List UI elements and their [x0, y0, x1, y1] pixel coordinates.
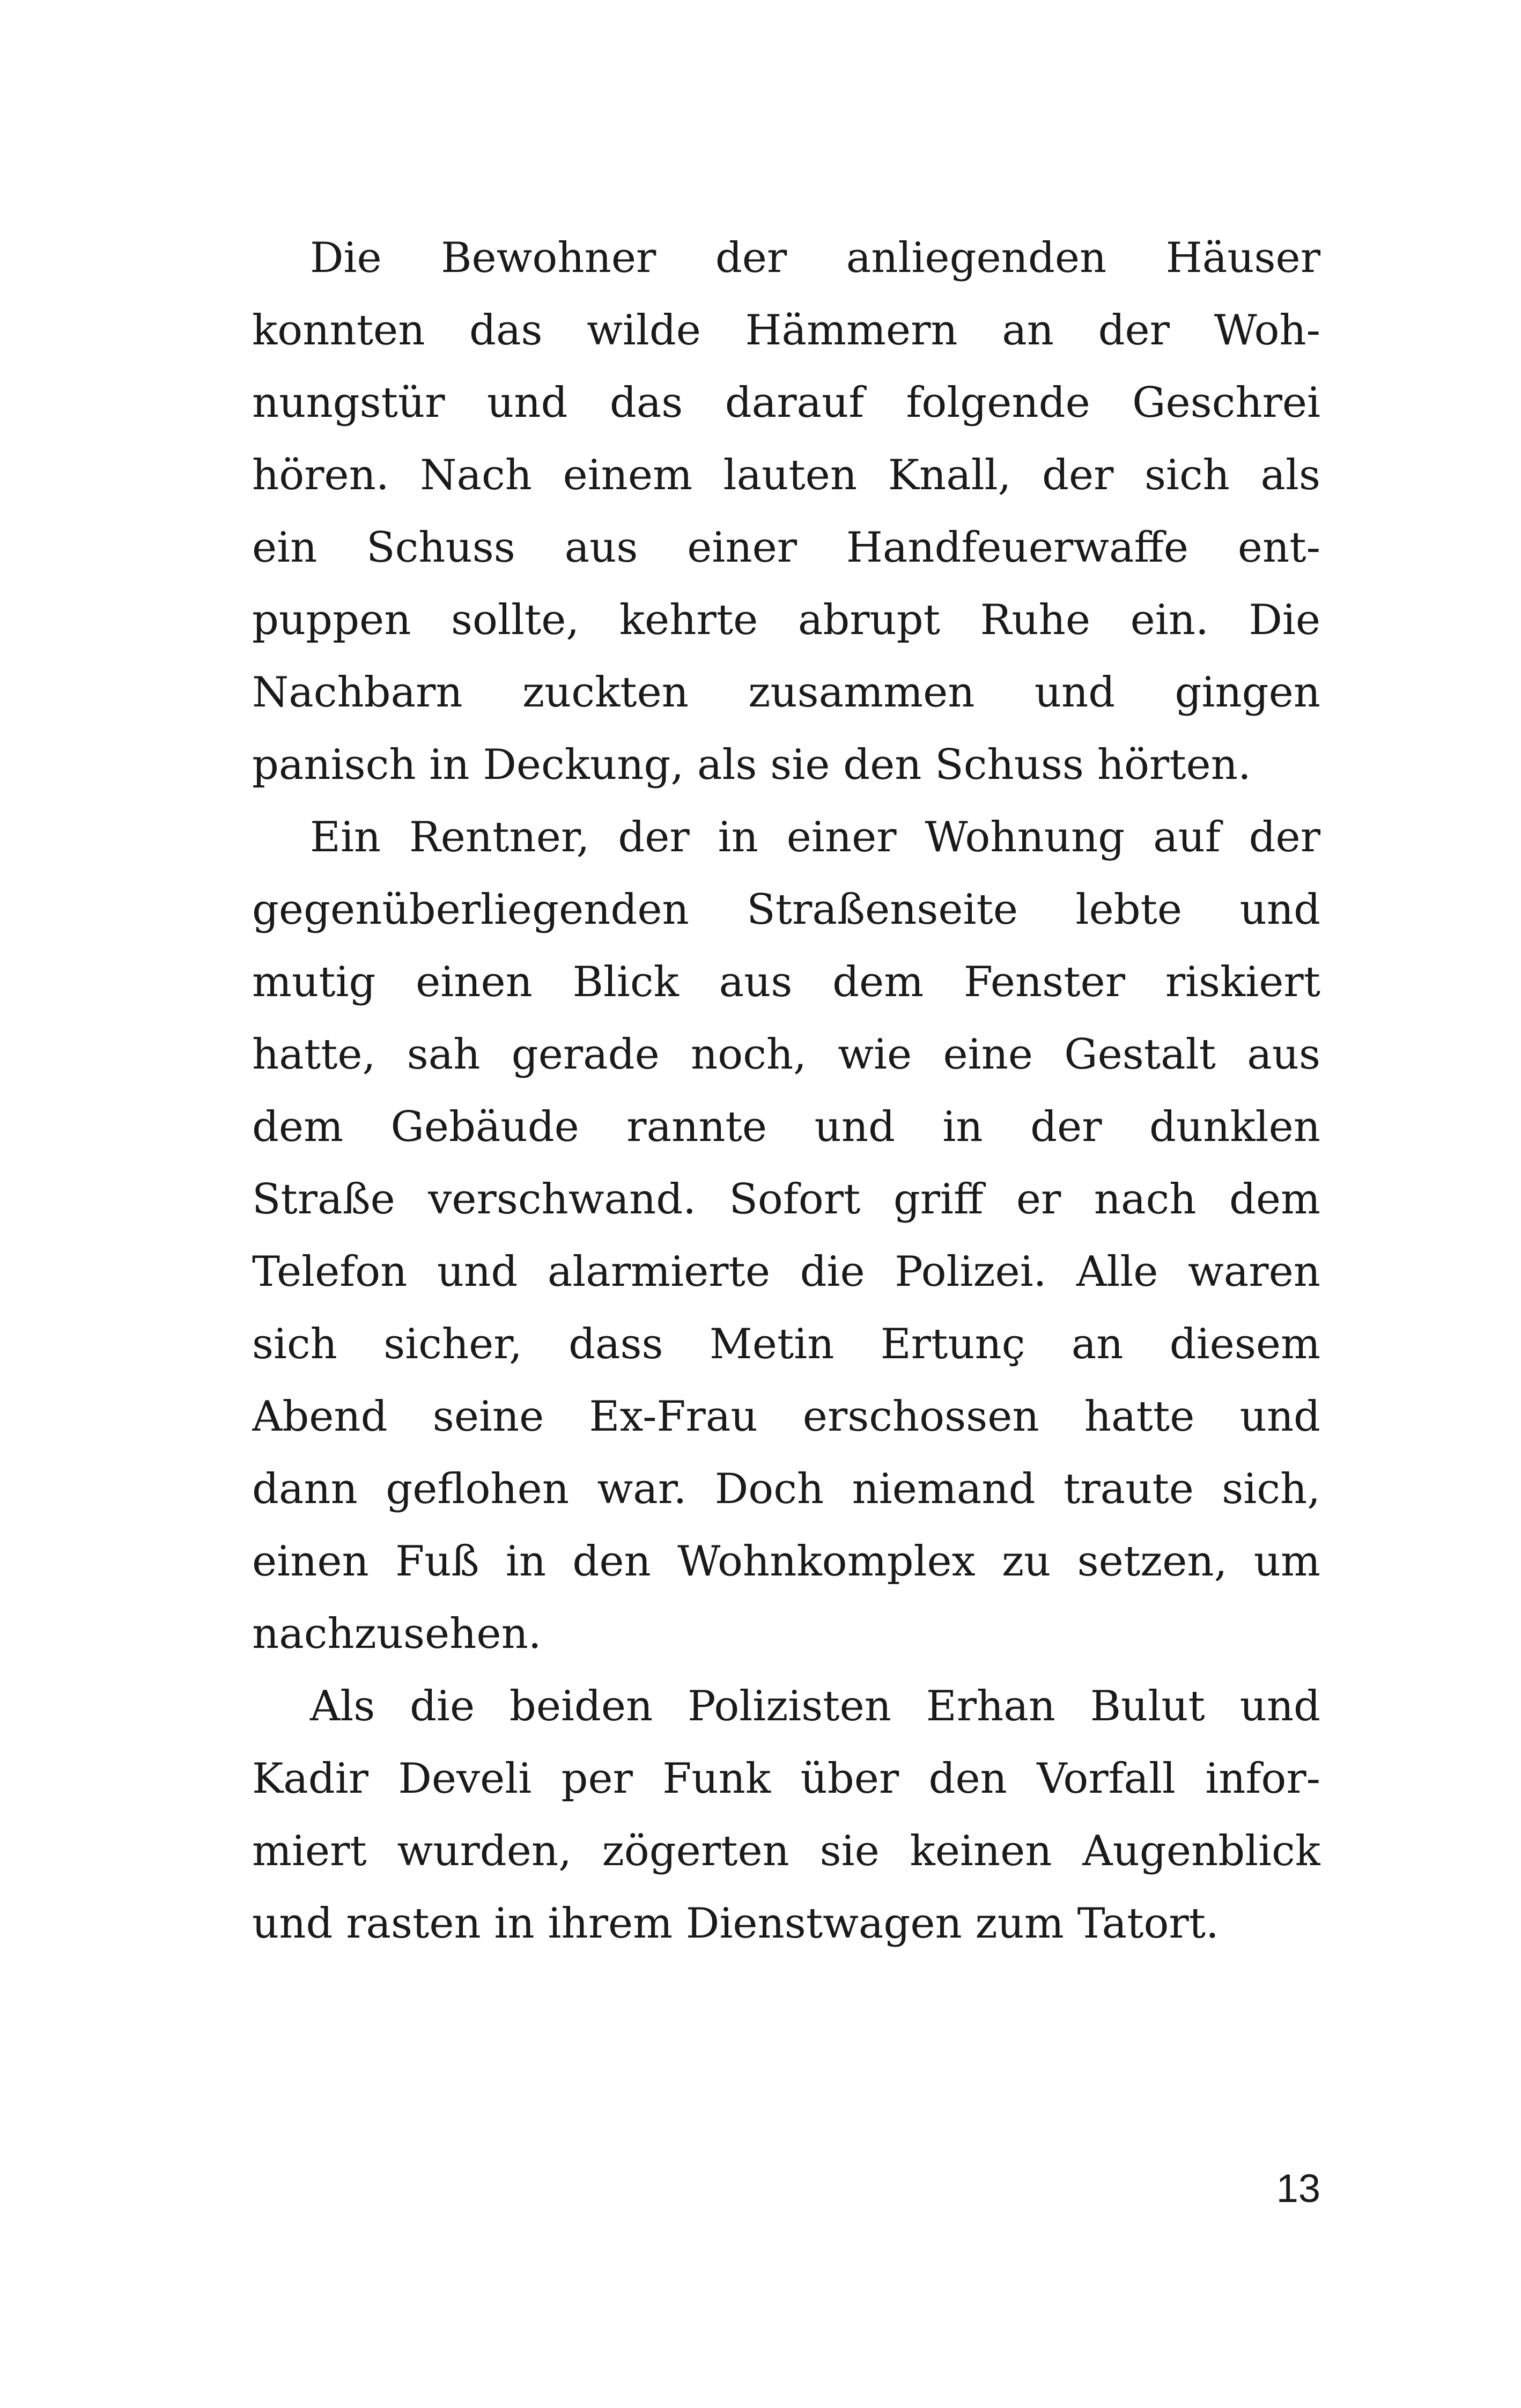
- text-line: Die Bewohner der anliegenden Häuser: [310, 234, 1320, 282]
- body-text: [252, 222, 1320, 1960]
- text-line: miert wurden, zögerten sie keinen Augenblick: [252, 1827, 1320, 1875]
- text-line: dann geflohen war. Doch niemand traute sich,: [252, 1465, 1320, 1513]
- text-line: einen Fuß in den Wohnkomplex zu setzen, um: [252, 1537, 1320, 1586]
- text-line: hatte, sah gerade noch, wie eine Gestalt aus: [252, 1030, 1320, 1079]
- text-line: Ein Rentner, der in einer Wohnung auf der: [310, 813, 1320, 861]
- text-line: sich sicher, dass Metin Ertunç an diesem: [252, 1320, 1320, 1368]
- text-line: nungstür und das darauf folgende Geschrei: [252, 379, 1320, 427]
- text-line: nachzusehen.: [252, 1610, 542, 1658]
- text-line: Kadir Develi per Funk über den Vorfall infor-: [252, 1755, 1320, 1803]
- text-line: panisch in Deckung, als sie den Schuss hörten.: [252, 741, 1251, 789]
- paragraph: [252, 222, 1320, 801]
- text-line: konnten das wilde Hämmern an der Woh-: [252, 306, 1320, 355]
- text-line: Nachbarn zuckten zusammen und gingen: [252, 668, 1320, 717]
- text-line: Als die beiden Polizisten Erhan Bulut und: [310, 1682, 1320, 1730]
- text-line: Abend seine Ex-Frau erschossen hatte und: [252, 1393, 1320, 1441]
- text-line: Straße verschwand. Sofort griff er nach dem: [252, 1175, 1320, 1224]
- text-line: und rasten in ihrem Dienstwagen zum Tatort.: [252, 1899, 1219, 1948]
- paragraph: [252, 801, 1320, 1670]
- page-number: 13: [1276, 2166, 1320, 2211]
- text-line: Telefon und alarmierte die Polizei. Alle waren: [252, 1248, 1320, 1296]
- text-line: ein Schuss aus einer Handfeuerwaffe ent-: [252, 524, 1320, 572]
- paragraph: [252, 1670, 1320, 1960]
- text-line: puppen sollte, kehrte abrupt Ruhe ein. Die: [252, 596, 1320, 644]
- text-line: gegenüberliegenden Straßenseite lebte und: [252, 886, 1320, 934]
- text-line: dem Gebäude rannte und in der dunklen: [252, 1103, 1320, 1151]
- text-line: mutig einen Blick aus dem Fenster riskiert: [252, 958, 1320, 1006]
- text-line: hören. Nach einem lauten Knall, der sich als: [252, 451, 1320, 499]
